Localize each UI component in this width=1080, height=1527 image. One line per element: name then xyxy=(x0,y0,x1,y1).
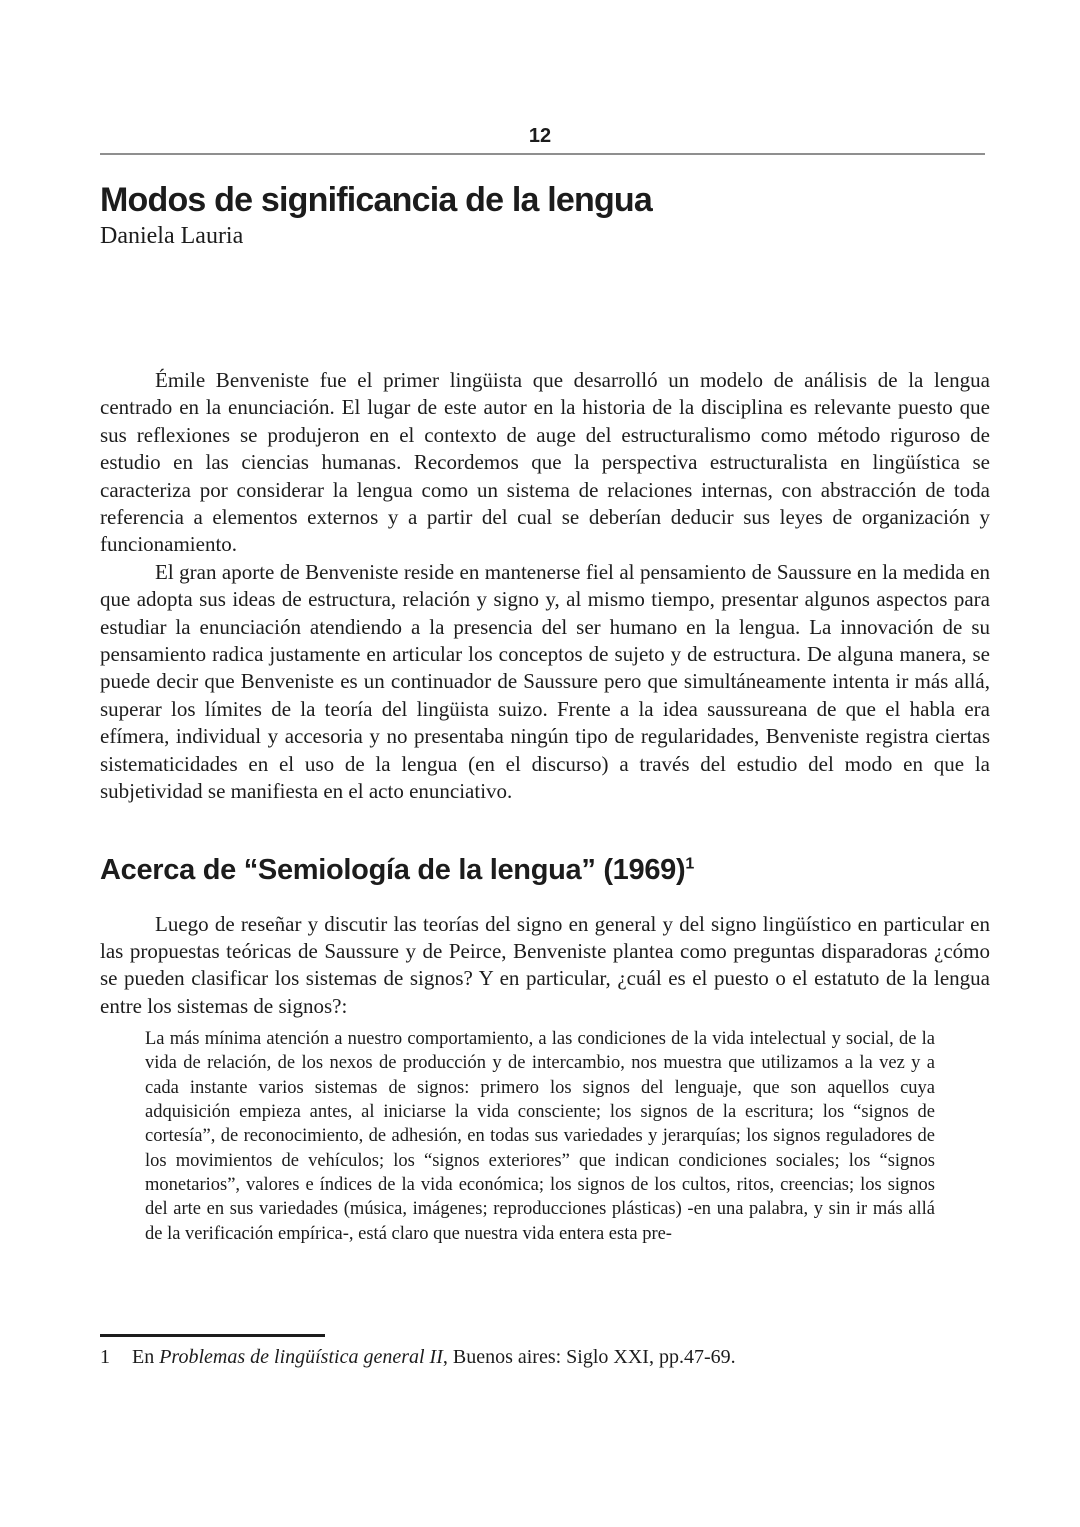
benveniste-blockquote: La más mínima atención a nuestro comportamiento, a las condiciones de la vida intelectual y social, de la vida de relación, de los nexos de producción y de intercambio, nos muestra que utilizamos a la vez y a cada instante varios sistemas de signos: primero los signos del lenguaje, que son aquellos cuya adquisición empieza antes, al iniciarse la vida consciente; los signos de la escritura; los “signos de cortesía”, de reconocimiento, de adhesión, en todas sus variedades y jerarquías; los signos reguladores de los movimientos de vehículos; los “signos exteriores” que indican condiciones sociales; los “signos monetarios”, valores e índices de la vida económica; los signos de los cultos, ritos, creencias; los signos del arte en sus variedades (música, imágenes; reproducciones plásticas) -en una palabra, y sin ir más allá de la verificación empírica-, está claro que nuestra vida entera esta pre- xyxy=(145,1029,935,1244)
paragraph-section-1: Luego de reseñar y discutir las teorías del signo en general y del signo lingüístico en particular en las propuestas teóricas de Saussure y de Peirce, Benveniste plantea como preguntas disparadoras ¿cómo se pueden clasificar los sistemas de signos? Y en particular, ¿cuál es el puesto o el estatuto de la lengua entre los sistemas de signos?: xyxy=(100,911,990,1018)
footnote-area xyxy=(100,1334,990,1370)
section-heading-text: Acerca de “Semiología de la lengua” (1969) xyxy=(100,853,686,886)
page-content xyxy=(100,181,990,1246)
article-author: Daniela Lauria xyxy=(100,223,244,249)
footnote-text-suffix: , Buenos aires: Siglo XXI, pp.47-69. xyxy=(442,1346,736,1368)
page-number: 12 xyxy=(528,125,552,147)
footnote-rule xyxy=(100,1334,325,1337)
paragraph-intro-2: El gran aporte de Benveniste reside en mantenerse fiel al pensamiento de Saussure en la medida en que adopta sus ideas de estructura, relación y signo y, al mismo tiempo, presentar algunos aspectos para estudiar la enunciación atendiendo a la presencia del ser humano en la lengua. La innovación de su pensamiento radica justamente en articular los conceptos de sujeto y de estructura. De alguna manera, se puede decir que Benveniste es un continuador de Saussure pero que simultáneamente intenta ir más allá, superar los límites de la teoría del lingüista suizo. Frente a la idea saussureana de que el habla era efímera, individual y accesoria y no presentaba ningún tipo de regularidades, Benveniste registra ciertas sistematicidades en el uso de la lengua (en el discurso) a través del estudio del modo en que la subjetividad se manifiesta en el acto enunciativo. xyxy=(100,559,990,804)
article-title: Modos de significancia de la lengua xyxy=(100,181,653,219)
header-rule xyxy=(100,153,985,155)
footnote xyxy=(100,1345,990,1370)
paragraph-intro-1: Émile Benveniste fue el primer lingüista que desarrolló un modelo de análisis de la lengua centrado en la enunciación. El lugar de este autor en la historia de la disciplina es relevante puesto que sus reflexiones se produjeron en el contexto de auge del estructuralismo como método riguroso de estudio en las ciencias humanas. Recordemos que la perspectiva estructuralista en lingüística se caracteriza por considerar la lengua como un sistema de relaciones internas, con abstracción de toda referencia a elementos externos y a partir del cual se deberían deducir sus leyes de organización y funcionamiento. xyxy=(100,368,990,557)
footnote-reference: 1 xyxy=(685,854,694,872)
footnote-text-prefix: En xyxy=(132,1346,160,1368)
footnote-book-title: Problemas de lingüística general II xyxy=(159,1346,443,1368)
section-heading xyxy=(100,854,990,887)
footnote-marker: 1 xyxy=(100,1346,110,1368)
